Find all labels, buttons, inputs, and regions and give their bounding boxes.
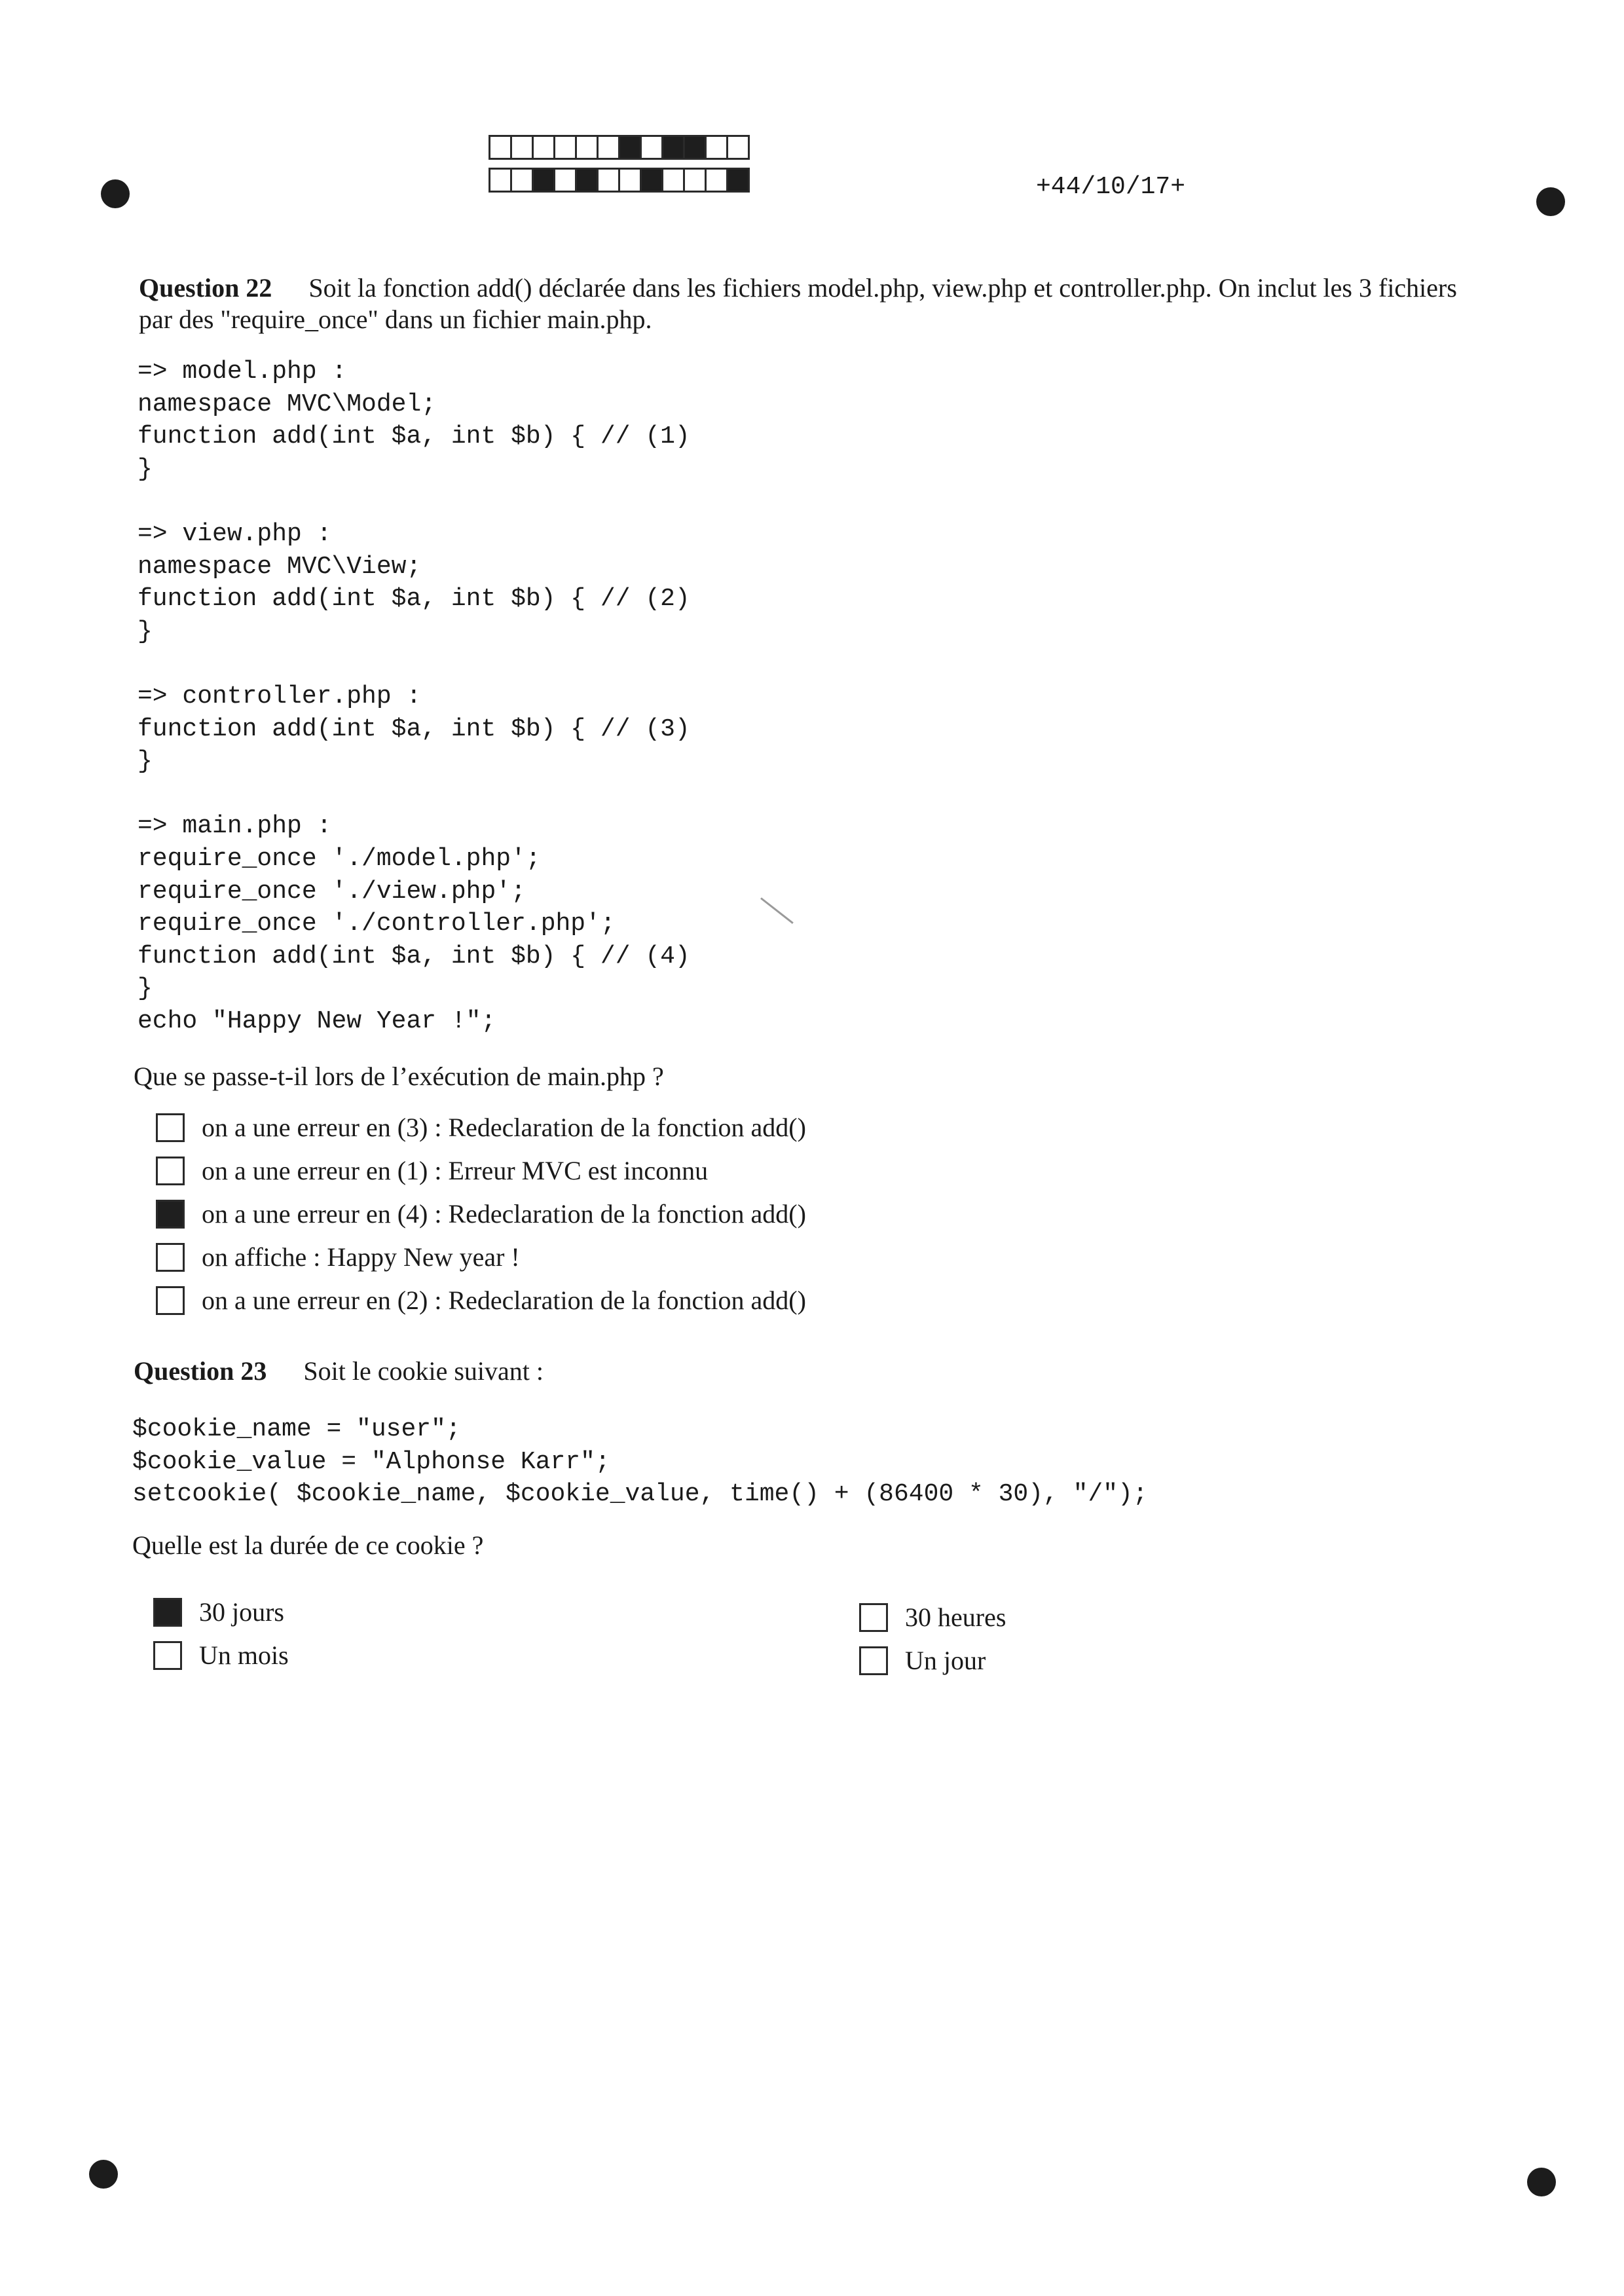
- q23-option-1[interactable]: [153, 1597, 284, 1627]
- code-cell: [532, 168, 555, 193]
- q22-option-3-label: on a une erreur en (4) : Redeclaration de la fonction add(): [202, 1199, 806, 1229]
- q22-option-2[interactable]: [156, 1155, 708, 1186]
- q23-option-3[interactable]: [859, 1602, 1006, 1633]
- code-cell: [618, 168, 642, 193]
- code-cell: [640, 168, 663, 193]
- question-23-number: Question 23: [134, 1356, 267, 1386]
- code-line: setcookie( $cookie_name, $cookie_value, time() + (86400 * 30), "/");: [132, 1480, 1148, 1509]
- code-line: namespace MVC\Model;: [138, 390, 437, 418]
- q22-option-5[interactable]: [156, 1285, 806, 1316]
- pencil-stroke: [760, 897, 794, 924]
- code-cell: [553, 135, 577, 160]
- question-22-prompt: Que se passe-t-il lors de l’exécution de main.php ?: [134, 1062, 664, 1091]
- question-23-text: [134, 1356, 1528, 1387]
- code-cell: [726, 135, 750, 160]
- question-22-line1: Soit la fonction add() déclarée dans les fichiers model.php, view.php et controller.php. On inclut les 3 fichiers: [308, 273, 1457, 303]
- code-cell: [683, 168, 707, 193]
- registration-mark-bottom-right: [1527, 2168, 1556, 2196]
- code-cell: [705, 168, 728, 193]
- code-bar-bottom: [489, 168, 748, 193]
- code-line: $cookie_value = "Alphonse Karr";: [132, 1447, 610, 1476]
- registration-mark-bottom-left: [89, 2160, 118, 2189]
- code-line: }: [138, 454, 153, 483]
- code-cell: [489, 135, 512, 160]
- q22-option-4-label: on affiche : Happy New year !: [202, 1242, 520, 1272]
- code-line: [138, 485, 690, 518]
- q22-option-1[interactable]: [156, 1112, 806, 1143]
- question-23-code: [132, 1413, 1148, 1511]
- code-bar-top: [489, 135, 748, 160]
- code-line: function add(int $a, int $b) { // (1): [138, 422, 690, 451]
- code-line: echo "Happy New Year !";: [138, 1007, 496, 1035]
- q22-option-5-label: on a une erreur en (2) : Redeclaration de la fonction add(): [202, 1286, 806, 1315]
- code-line: require_once './view.php';: [138, 877, 526, 906]
- code-cell: [553, 168, 577, 193]
- code-cell: [661, 135, 685, 160]
- q22-option-4[interactable]: [156, 1242, 520, 1272]
- code-line: namespace MVC\View;: [138, 552, 422, 581]
- code-line: }: [138, 747, 153, 776]
- question-22-code: [138, 356, 690, 1037]
- code-cell: [597, 135, 620, 160]
- code-cell: [532, 135, 555, 160]
- code-line: require_once './controller.php';: [138, 910, 616, 938]
- q22-option-2-label: on a une erreur en (1) : Erreur MVC est inconnu: [202, 1156, 709, 1185]
- code-line: [138, 648, 690, 680]
- code-line: }: [138, 617, 153, 646]
- q23-option-2-label: Un mois: [199, 1640, 289, 1670]
- code-line: function add(int $a, int $b) { // (4): [138, 942, 690, 971]
- code-cell: [510, 168, 534, 193]
- q22-option-1-checkbox[interactable]: [156, 1113, 185, 1142]
- code-line: [138, 778, 690, 811]
- code-line: => main.php :: [138, 812, 332, 841]
- q23-option-4-checkbox[interactable]: [859, 1646, 888, 1675]
- q22-option-3-checkbox[interactable]: [156, 1200, 185, 1229]
- q22-option-5-checkbox[interactable]: [156, 1286, 185, 1315]
- code-cell: [661, 168, 685, 193]
- code-cell: [575, 135, 599, 160]
- code-line: function add(int $a, int $b) { // (2): [138, 585, 690, 614]
- question-22-text: [139, 272, 1534, 304]
- q23-option-3-checkbox[interactable]: [859, 1603, 888, 1632]
- code-line: function add(int $a, int $b) { // (3): [138, 714, 690, 743]
- registration-mark-top-right: [1536, 187, 1565, 216]
- q23-option-2-checkbox[interactable]: [153, 1641, 182, 1670]
- code-cell: [510, 135, 534, 160]
- code-line: require_once './model.php';: [138, 844, 541, 873]
- code-cell: [597, 168, 620, 193]
- q22-option-3[interactable]: [156, 1198, 806, 1229]
- code-line: => view.php :: [138, 519, 332, 548]
- question-23-prompt: Quelle est la durée de ce cookie ?: [132, 1530, 484, 1560]
- question-22-line2: par des "require_once" dans un fichier main.php.: [139, 305, 652, 334]
- q23-option-4-label: Un jour: [905, 1646, 986, 1675]
- q22-option-2-checkbox[interactable]: [156, 1157, 185, 1185]
- code-line: }: [138, 974, 153, 1003]
- q23-option-1-checkbox[interactable]: [153, 1598, 182, 1627]
- code-line: $cookie_name = "user";: [132, 1415, 461, 1443]
- code-cell: [489, 168, 512, 193]
- code-line: => controller.php :: [138, 682, 422, 711]
- q23-option-1-label: 30 jours: [199, 1597, 284, 1627]
- code-cell: [618, 135, 642, 160]
- q23-option-3-label: 30 heures: [905, 1602, 1006, 1632]
- code-line: => model.php :: [138, 358, 347, 386]
- code-cell: [640, 135, 663, 160]
- registration-mark-top-left: [101, 179, 130, 208]
- q22-option-1-label: on a une erreur en (3) : Redeclaration de la fonction add(): [202, 1113, 806, 1142]
- code-cell: [575, 168, 599, 193]
- q22-option-4-checkbox[interactable]: [156, 1243, 185, 1272]
- sheet-id: +44/10/17+: [1036, 173, 1186, 201]
- code-cell: [683, 135, 707, 160]
- q23-option-2[interactable]: [153, 1640, 289, 1671]
- question-22-number: Question 22: [139, 273, 272, 303]
- question-23-line: Soit le cookie suivant :: [303, 1356, 544, 1386]
- q23-option-4[interactable]: [859, 1645, 986, 1676]
- code-cell: [705, 135, 728, 160]
- code-cell: [726, 168, 750, 193]
